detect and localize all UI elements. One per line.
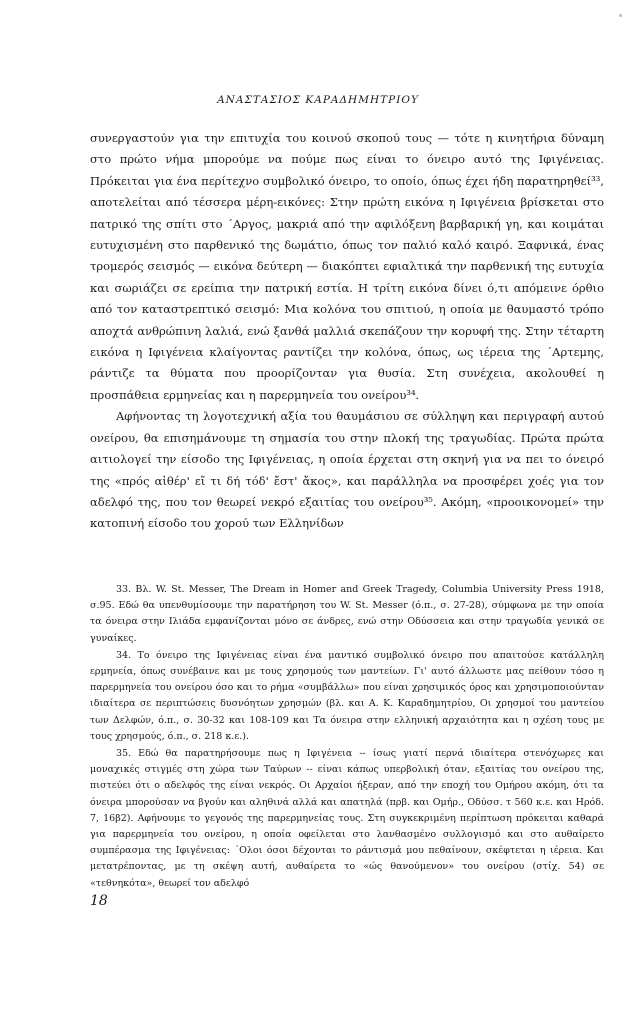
main-text xyxy=(90,128,604,535)
footnote-35: 35. Εδώ θα παρατηρήσουμε πως η Ιφιγένεια -- ίσως γιατί περνά ιδιαίτερα στενόχωρες και μοναχικές στιγμές στη χώρα των Ταύρων -- είναι κάπως υπερβολική όταν, εξαιτίας του ονείρου της, πιστεύει ότι ο αδελφός της είναι νεκρός. Οι Αρχαίοι ήξεραν, από την εποχή του Ομήρου ακόμη, ότι τα όνειρα μπορούσαν να βγούν και αληθινά αλλά και απατηλά (πρβ. και Ομήρ., Οδύσσ. τ 560 κ.ε. και Ηρόδ. 7, 16β2). Αφήνουμε το γεγονός της παρερμηνείας τους. Στη συγκεκριμένη περίπτωση πρόκειται καθαρά για παρερμηνεία του ονείρου, η οποία οφείλεται στο λανθασμένο συλλογισμό και στο αυθαίρετο συμπέρασμα της Ιφιγένειας: ΄Ολοι όσοι δέχονται το ράντισμά μου πεθαίνουν, σκέφτεται η ιέρεια. Και μετατρέποντας, με τη σκέψη αυτή, αυθαίρετα το «ώς θανούμενον» του ονείρου (στίχ. 54) σε «τεθνηκότα», θεωρεί τον αδελφό xyxy=(90,748,604,889)
body-paragraph-1: συνεργαστούν για την επιτυχία του κοινού σκοπού τους — τότε η κινητήρια δύναμη στο πρώτο νήμα μπορούμε να πούμε πως είναι το όνειρο αυτό της Ιφιγένειας. Πρόκειται για ένα περίτεχνο συμβολικό όνειρο, το οποίο, όπως έχει ήδη παρατηρηθεί³³, αποτελείται από τέσσερα μέρη-εικόνες: Στην πρώτη εικόνα η Ιφιγένεια βρίσκεται στο πατρικό της σπίτι στο ΄Αργος, μακριά από την αφιλόξενη βαρβαρική γη, και κοιμάται ευτυχισμένη στο παρθενικό της δωμάτιο, όπως τον παλιό καλό καιρό. Ξαφνικά, ένας τρομερός σεισμός — εικόνα δεύτερη — διακόπτει εφιαλτικά την παρθενική της ευτυχία και σωριάζει σε ερείπια την πατρική εστία. Η τρίτη εικόνα δίνει ό,τι απόμεινε όρθιο από τον καταστρεπτικό σεισμό: Μια κολόνα του σπιτιού, η οποία με θαυμαστό τρόπο αποχτά ανθρώπινη λαλιά, ενώ ξανθά μαλλιά σκεπάζουν την κορυφή της. Στην τέταρτη εικόνα η Ιφιγένεια κλαίγοντας ραντίζει την κολόνα, όπως, ως ιέρεια της ΄Αρτεμης, ράντιζε τα θύματα που προορίζονταν για θυσία. Στη συνέχεια, ακολουθεί η προσπάθεια ερμηνείας και η παρερμηνεία του ονείρου³⁴. xyxy=(90,131,604,402)
running-header: ΑΝΑΣΤΑΣΙΟΣ ΚΑΡΑΔΗΜΗΤΡΙΟΥ xyxy=(217,94,419,106)
footnote-33: 33. Βλ. W. St. Messer, The Dream in Homer and Greek Tragedy, Columbia University Press 1918, σ.95. Εδώ θα υπενθυμίσουμε την παρατήρηση του W. St. Messer (ό.π., σ. 27-28), σύμφωνα με την οποία τα όνειρα στην Ιλιάδα εμφανίζονται μόνο σε άνδρες, ενώ στην Οδύσσεια και στην τραγωδία γενικά σε γυναίκες. xyxy=(90,584,604,644)
scan-speck xyxy=(619,14,622,17)
body-paragraph-2: Αφήνοντας τη λογοτεχνική αξία του θαυμάσιου σε σύλληψη και περιγραφή αυτού ονείρου, θα επισημάνουμε τη σημασία του στην πλοκή της τραγωδίας. Πρώτα πρώτα αιτιολογεί την είσοδο της Ιφιγένειας, η οποία έρχεται στη σκηνή για να πει το όνειρό της «πρός αἰθέρ' εἴ τι δή τόδ' ἔστ' ἄκος», και παράλληλα να προσφέρει χοές για τον αδελφό της, που τον θεωρεί νεκρό εξαιτίας του ονείρου³⁵. Ακόμη, «προοικονομεί» την κατοπινή είσοδο του χορού των Ελληνίδων xyxy=(90,409,604,531)
page-number: 18 xyxy=(90,893,108,909)
footnote-34: 34. Το όνειρο της Ιφιγένειας είναι ένα μαντικό συμβολικό όνειρο που απαιτούσε κατάλληλη ερμηνεία, όπως συνέβαινε και με τους χρησμούς των μαντείων. Γι' αυτό άλλωστε μας πείθουν τόσο η παρερμηνεία του ονείρου όσο και το ρήμα «συμβάλλω» που είναι χρησιμικός όρος και χρησιμοποιούνταν ιδιαίτερα σε περιπτώσεις δυσνόητων χρησμών (βλ. και Α. Κ. Καραδημητρίου, Οι χρησμοί του μαντείου των Δελφών, ό.π., σ. 30-32 και 108-109 και Τα όνειρα στην ελληνική αρχαιότητα και η σχέση τους με τους χρησμούς, ό.π., σ. 218 κ.ε.). xyxy=(90,649,604,742)
footnotes xyxy=(90,582,604,893)
